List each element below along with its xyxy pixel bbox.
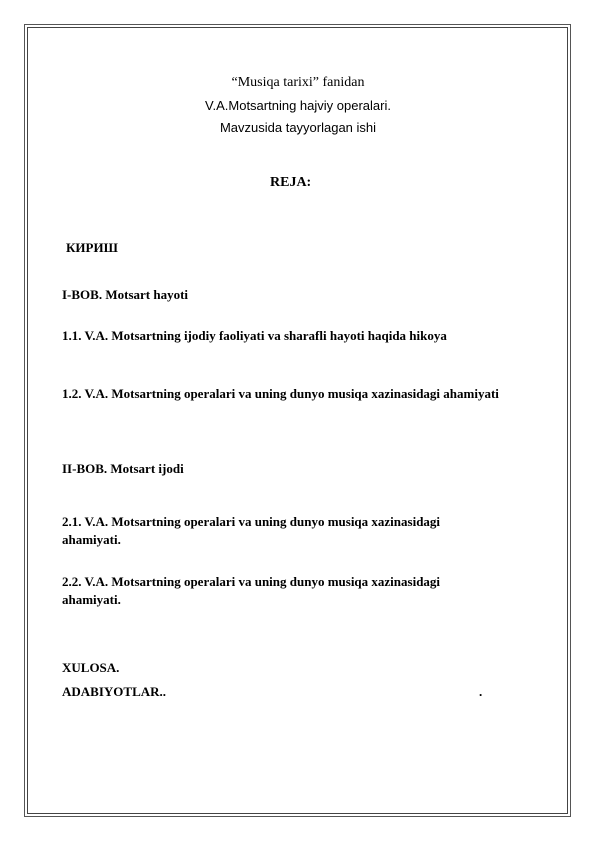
toc-intro: КИРИШ (66, 240, 118, 255)
topic-line: V.A.Motsartning hajviy operalari. (205, 98, 391, 113)
toc-conclusion: XULOSA. (62, 660, 120, 675)
toc-references-dot: . (479, 684, 483, 699)
plan-title: REJA: (270, 175, 312, 190)
toc-section-1-2: 1.2. V.A. Motsartning operalari va uning dunyo musiqa xazinasidagi ahamiyati (62, 386, 499, 401)
toc-section-1-1: 1.1. V.A. Motsartning ijodiy faoliyati va sharafli hayoti haqida hikoya (62, 328, 447, 343)
toc-section-2-1: 2.1. V.A. Motsartning operalari va uning dunyo musiqa xazinasidagi ahamiyati. (62, 514, 441, 547)
toc-references: ADABIYOTLAR.. (62, 684, 167, 699)
work-line: Mavzusida tayyorlagan ishi (219, 120, 377, 135)
toc-section-2-2: 2.2. V.A. Motsartning operalari va uning dunyo musiqa xazinasidagi ahamiyati. (62, 574, 441, 607)
toc-chapter-2: II-BOB. Motsart ijodi (62, 461, 184, 476)
toc-chapter-1: I-BOB. Motsart hayoti (62, 287, 189, 302)
subject-line: “Musiqa tarixi” fanidan (231, 75, 365, 90)
